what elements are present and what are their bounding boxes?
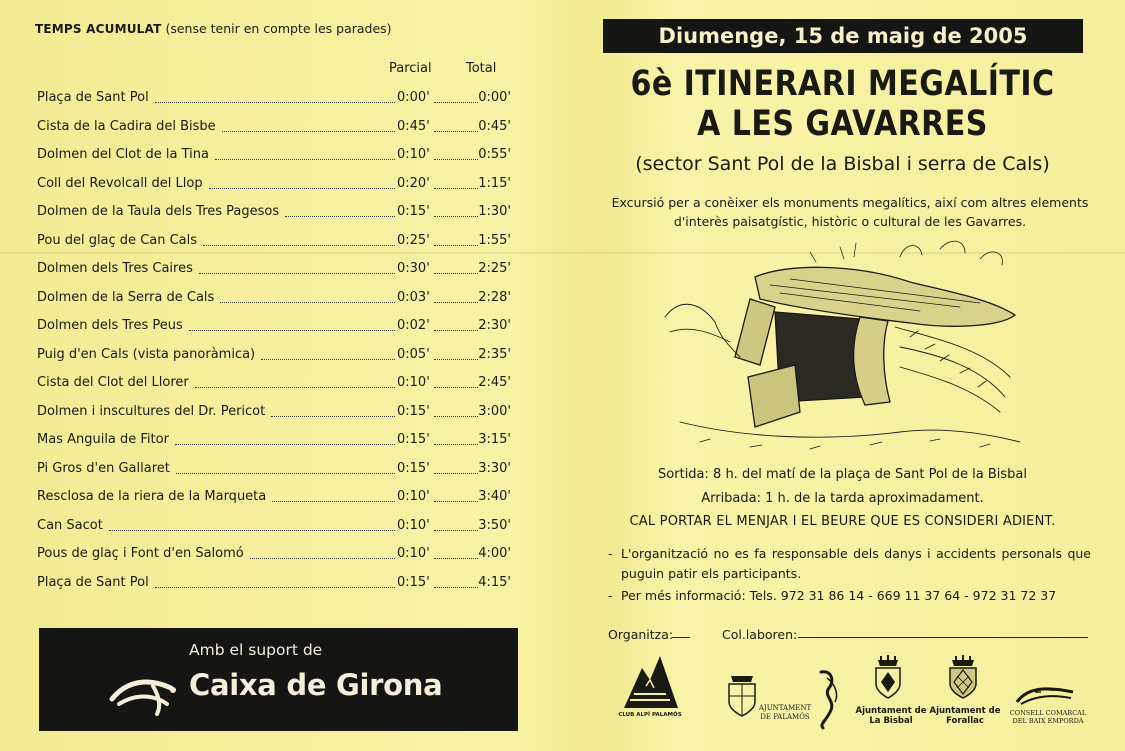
event-title-line1: 6è ITINERARI MEGALÍTIC — [630, 64, 1055, 104]
departure-info: Sortida: 8 h. del matí de la plaça de Sant Pol de la Bisbal — [658, 467, 1027, 482]
arrival-info: Arribada: 1 h. de la tarda aproximadament. — [701, 491, 984, 506]
club-alpi-logo-icon — [620, 650, 680, 718]
consell-comarcal-logo-icon — [1015, 684, 1075, 706]
stop-name: Pou del glaç de Can Cals — [37, 232, 198, 248]
stop-name: Pous de glaç i Font d'en Salomó — [37, 546, 244, 561]
total-time: 3:15' — [478, 432, 511, 447]
timing-row — [37, 202, 517, 231]
note-liability: L'organització no es fa responsable dels danys i accidents personals que puguin patir els participants. — [621, 546, 1091, 581]
dot-leader — [434, 131, 478, 132]
partial-time: 0:15' — [397, 574, 430, 590]
total-time: 1:55' — [478, 232, 511, 248]
dot-leader — [434, 558, 478, 559]
forallac-caption-line2: Forallac — [946, 716, 984, 726]
dot-leader — [215, 159, 395, 160]
partial-time: 0:15' — [397, 432, 430, 447]
total-time: 2:35' — [478, 346, 511, 362]
dot-leader — [434, 330, 478, 331]
stop-name: Puig d'en Cals (vista panoràmica) — [37, 346, 256, 362]
dot-leader — [434, 444, 478, 445]
dot-leader — [261, 359, 395, 360]
timing-row — [37, 231, 517, 260]
stop-name: Coll del Revolcall del Llop — [37, 175, 203, 191]
logos-row — [615, 650, 1115, 745]
total-time: 3:40' — [478, 489, 511, 504]
stop-name: Dolmen dels Tres Caires — [37, 261, 193, 276]
partial-time: 0:15' — [397, 204, 430, 219]
timing-title — [35, 21, 392, 36]
organizer-line — [672, 637, 690, 638]
timing-row — [37, 88, 517, 117]
note-contact: Per més informació: Tels. 972 31 86 14 - 669 11 37 64 - 972 31 72 37 — [621, 588, 1057, 603]
stop-name: Dolmen de la Serra de Cals — [37, 289, 215, 305]
dot-leader — [434, 359, 478, 360]
stop-name: Pi Gros d'en Gallaret — [37, 460, 170, 476]
forallac-shield-icon — [947, 654, 979, 700]
dot-leader — [272, 501, 395, 502]
dot-leader — [434, 473, 478, 474]
dot-leader — [155, 587, 395, 588]
total-time: 2:45' — [478, 375, 511, 390]
consell-caption — [1003, 709, 1093, 725]
dot-leader — [203, 245, 395, 246]
sponsor-banner — [39, 628, 518, 731]
stop-name: Plaça de Sant Pol — [37, 574, 149, 590]
dot-leader — [285, 216, 395, 217]
fold-line-vertical — [556, 0, 559, 751]
total-time: 1:15' — [478, 175, 511, 191]
timing-row — [37, 459, 517, 488]
dot-leader — [222, 131, 395, 132]
collaborators-line — [798, 637, 1088, 638]
partial-time: 0:00' — [397, 90, 430, 105]
dot-leader — [195, 387, 395, 388]
timing-row — [37, 430, 517, 459]
palamos-shield-icon — [725, 672, 759, 718]
forallac-caption-line1: Ajuntament de — [929, 706, 1001, 716]
dot-leader — [434, 501, 478, 502]
total-time: 0:55' — [478, 147, 511, 162]
dolmen-drawing-icon — [660, 237, 1025, 462]
timing-row — [37, 402, 517, 431]
timing-row — [37, 316, 517, 345]
stop-name: Plaça de Sant Pol — [37, 90, 149, 105]
timing-panel — [0, 0, 556, 751]
stop-name: Mas Anguila de Fitor — [37, 432, 169, 447]
consell-caption-line2: DEL BAIX EMPORDÀ — [1012, 717, 1084, 725]
stop-name: Resclosa de la riera de la Marqueta — [37, 489, 267, 504]
event-date: Diumenge, 15 de maig de 2005 — [603, 19, 1083, 53]
dot-leader — [434, 416, 478, 417]
dot-leader — [250, 558, 395, 559]
stop-name: Cista de la Cadira del Bisbe — [37, 118, 216, 134]
palamos-caption — [755, 704, 815, 722]
bullet-1: - — [608, 546, 613, 561]
partial-time: 0:10' — [397, 546, 430, 561]
dot-leader — [176, 473, 395, 474]
timing-row — [37, 345, 517, 374]
partial-time: 0:15' — [397, 403, 430, 419]
timing-row — [37, 288, 517, 317]
column-header-total: Total — [466, 61, 497, 76]
dot-leader — [434, 159, 478, 160]
timing-row — [37, 573, 517, 602]
consell-caption-line1: CONSELL COMARCAL — [1009, 709, 1087, 717]
stop-name: Dolmen del Clot de la Tina — [37, 147, 209, 162]
collaborators-label: Col.laboren: — [722, 627, 798, 642]
partial-time: 0:10' — [397, 489, 430, 504]
timing-row — [37, 516, 517, 545]
palamos-caption-line2: DE PALAMÓS — [760, 713, 810, 721]
caixa-girona-logo-icon — [107, 666, 182, 716]
timing-title-note: (sense tenir en compte les parades) — [165, 21, 392, 36]
dot-leader — [434, 302, 478, 303]
bisbal-caption — [851, 706, 931, 726]
column-header-partial: Parcial — [389, 61, 432, 76]
dot-leader — [434, 273, 478, 274]
total-time: 3:30' — [478, 460, 511, 476]
partial-time: 0:02' — [397, 318, 430, 333]
club-alpi-caption: CLUB ALPÍ PALAMÓS — [618, 712, 682, 718]
stop-name: Dolmen de la Taula dels Tres Pagesos — [37, 204, 280, 219]
timing-row — [37, 174, 517, 203]
timing-row — [37, 145, 517, 174]
event-title-line2: A LES GAVARRES — [697, 104, 988, 144]
dot-leader — [434, 587, 478, 588]
bisbal-caption-line1: Ajuntament de — [855, 706, 927, 716]
forallac-caption — [925, 706, 1005, 726]
timing-row — [37, 487, 517, 516]
dot-leader — [434, 245, 478, 246]
palamos-caption-line1: AJUNTAMENT — [758, 704, 812, 712]
dot-leader — [189, 330, 395, 331]
partial-time: 0:25' — [397, 232, 430, 248]
dot-leader — [209, 188, 395, 189]
timing-row — [37, 117, 517, 146]
partial-time: 0:10' — [397, 517, 430, 533]
intro-line1: Excursió per a conèixer els monuments megalítics, així com altres elements — [611, 195, 1089, 210]
timing-table — [37, 88, 517, 601]
partial-time: 0:10' — [397, 375, 430, 390]
event-panel — [560, 0, 1125, 751]
bullet-2: - — [608, 588, 613, 603]
event-subtitle: (sector Sant Pol de la Bisbal i serra de Cals) — [635, 153, 1050, 175]
organizer-label: Organitza: — [608, 627, 674, 642]
intro-line2: d'interès paisatgístic, històric o cultural de les Gavarres. — [673, 214, 1027, 229]
partial-time: 0:20' — [397, 175, 430, 191]
sponsor-support-text: Amb el suport de — [189, 641, 323, 659]
dot-leader — [199, 273, 395, 274]
dot-leader — [434, 530, 478, 531]
dot-leader — [434, 216, 478, 217]
total-time: 3:50' — [478, 517, 511, 533]
dot-leader — [434, 188, 478, 189]
dot-leader — [434, 102, 478, 103]
stop-name: Dolmen i inscultures del Dr. Pericot — [37, 403, 266, 419]
total-time: 0:45' — [478, 118, 511, 134]
sponsor-name: Caixa de Girona — [189, 668, 443, 702]
dot-leader — [434, 387, 478, 388]
total-time: 2:25' — [478, 261, 511, 276]
bisbal-caption-line2: La Bisbal — [869, 716, 913, 726]
dot-leader — [175, 444, 395, 445]
total-time: 0:00' — [478, 90, 511, 105]
partial-time: 0:03' — [397, 289, 430, 305]
dot-leader — [271, 416, 395, 417]
bring-notice: CAL PORTAR EL MENJAR I EL BEURE QUE ES CONSIDERI ADIENT. — [629, 514, 1056, 529]
total-time: 4:00' — [478, 546, 511, 561]
partial-time: 0:15' — [397, 460, 430, 476]
partial-time: 0:05' — [397, 346, 430, 362]
timing-title-bold: TEMPS ACUMULAT — [35, 22, 162, 36]
partial-time: 0:10' — [397, 147, 430, 162]
timing-row — [37, 544, 517, 573]
dot-leader — [109, 530, 395, 531]
partial-time: 0:30' — [397, 261, 430, 276]
total-time: 4:15' — [478, 574, 511, 590]
stop-name: Can Sacot — [37, 517, 103, 533]
event-intro — [600, 193, 1100, 231]
timing-row — [37, 259, 517, 288]
dot-leader — [220, 302, 395, 303]
total-time: 2:28' — [478, 289, 511, 305]
total-time: 3:00' — [478, 403, 511, 419]
stop-name: Dolmen dels Tres Peus — [37, 318, 183, 333]
total-time: 1:30' — [478, 204, 511, 219]
total-time: 2:30' — [478, 318, 511, 333]
dot-leader — [155, 102, 395, 103]
partial-time: 0:45' — [397, 118, 430, 134]
timing-row — [37, 373, 517, 402]
bisbal-shield-icon — [873, 654, 903, 700]
stop-name: Cista del Clot del Llorer — [37, 375, 189, 390]
seahorse-emblem-icon — [813, 668, 843, 730]
